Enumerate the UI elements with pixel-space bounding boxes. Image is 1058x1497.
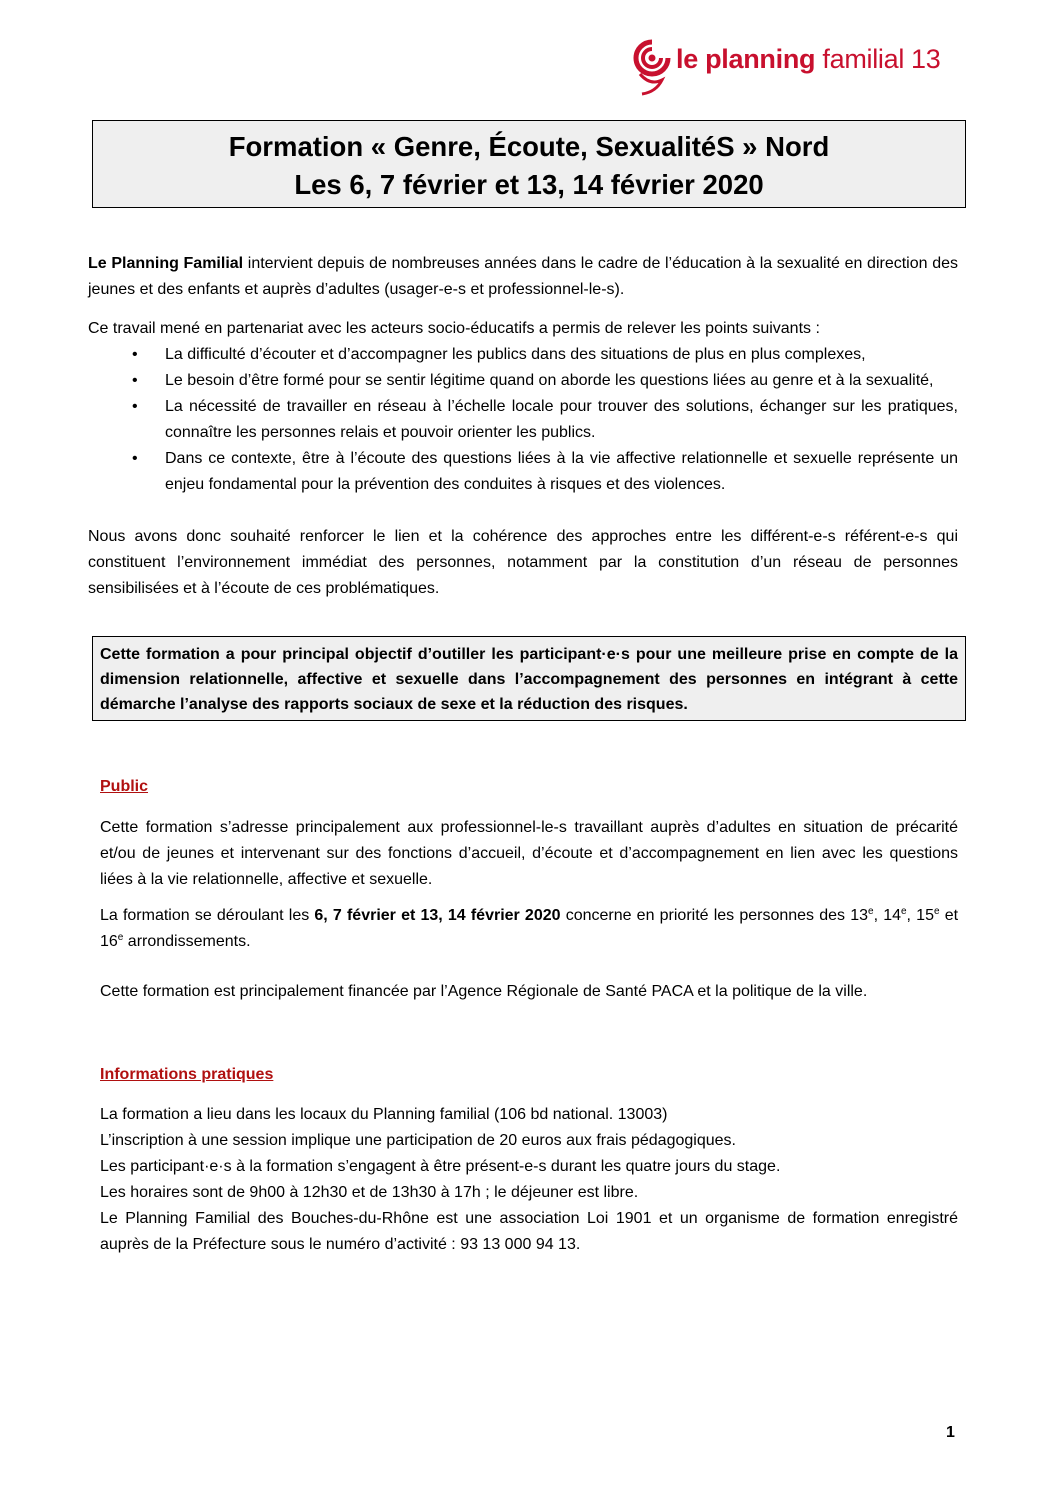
org-name: Le Planning Familial [88, 255, 244, 272]
text-span: 16 [100, 933, 118, 950]
text-span: 14 [883, 907, 901, 924]
list-item-text: Le besoin d’être formé pour se sentir légitime quand on aborde les questions liées au genre et à la sexualité, [165, 372, 934, 389]
dates-bold: 6, 7 février et 13, 14 février 2020 [314, 907, 561, 924]
ordinal: e [933, 906, 940, 917]
text-span: 15 [916, 907, 934, 924]
text-span: arrondissements. [123, 933, 251, 950]
document-title: Formation « Genre, Écoute, SexualitéS » Nord [228, 131, 830, 162]
planning-familial-logo [632, 36, 962, 100]
intro-paragraph [88, 251, 958, 303]
list-item [88, 446, 958, 498]
document-dates: Les 6, 7 février et 13, 14 février 2020 [294, 169, 764, 200]
issues-list [88, 342, 958, 498]
spiral-logo-icon [632, 36, 672, 100]
public-dates-paragraph [100, 903, 958, 955]
bullet-icon: • [132, 398, 138, 415]
intro-lead: Ce travail mené en partenariat avec les acteurs socio-éducatifs a permis de relever les points suivants : [88, 320, 820, 337]
conclusion-paragraph: Nous avons donc souhaité renforcer le lien et la cohérence des approches entre les différent-e-s référent-e-s qui constituent l’environnement immédiat des personnes, notamment par la constitution d’un réseau de personnes sensibilisées et à l’écoute de ces problématiques. [88, 528, 958, 597]
funding-paragraph: Cette formation est principalement financée par l’Agence Régionale de Santé PACA et la politique de la ville. [100, 983, 868, 1000]
practical-heading: Informations pratiques [100, 1066, 274, 1083]
bullet-icon: • [132, 450, 138, 467]
list-item-text: Dans ce contexte, être à l’écoute des questions liées à la vie affective relationnelle et sexuelle représente un enjeu fondamental pour la prévention des conduites à risques et des violences. [165, 450, 958, 493]
page-number: 1 [946, 1424, 955, 1441]
text-span: , [873, 907, 884, 924]
text-span: et [939, 907, 959, 924]
ordinal: e [900, 906, 907, 917]
bullet-icon: • [132, 346, 138, 363]
objective-box: Cette formation a pour principal objectif d’outiller les participant·e·s pour une meilleure prise en compte de la dimension relationnelle, affective et sexuelle dans l’accompagnement des personnes en intégrant à cette démarche l’analyse des rapports sociaux de sexe et la réduction des risques. [92, 636, 966, 721]
intro-text: intervient depuis de nombreuses années dans le cadre de l’éducation à la sexualité en direction des jeunes et des enfants et auprès d’adultes (usager-e-s et professionnel-le-s). [88, 255, 958, 298]
ordinal: e [117, 932, 124, 943]
list-item [88, 394, 958, 446]
public-heading: Public [100, 778, 149, 795]
practical-line: Les horaires sont de 9h00 à 12h30 et de 13h30 à 17h ; le déjeuner est libre. [100, 1184, 639, 1201]
text-span: La formation se déroulant les [100, 907, 315, 924]
list-item [88, 342, 958, 368]
practical-line: La formation a lieu dans les locaux du Planning familial (106 bd national. 13003) [100, 1106, 668, 1123]
list-item-text: La difficulté d’écouter et d’accompagner les publics dans des situations de plus en plus complexes, [165, 346, 866, 363]
list-item-text: La nécessité de travailler en réseau à l’échelle locale pour trouver des solutions, échanger sur les pratiques, connaître les personnes relais et pouvoir orienter les publics. [165, 398, 958, 441]
bullet-icon: • [132, 372, 138, 389]
public-paragraph: Cette formation s’adresse principalement aux professionnel-le-s travaillant auprès d’adultes en situation de précarité et/ou de jeunes et intervenant sur des fonctions d’accueil, d’écoute et d’accompagnement en lien avec les questions liées à la vie relationnelle, affective et sexuelle. [100, 819, 958, 888]
text-span: , [906, 907, 917, 924]
ordinal: e [868, 906, 874, 917]
practical-registration: Le Planning Familial des Bouches-du-Rhône est une association Loi 1901 et un organisme de formation enregistré auprès de la Préfecture sous le numéro d’activité : 93 13 000 94 13. [100, 1210, 958, 1253]
practical-line: L’inscription à une session implique une participation de 20 euros aux frais pédagogiques. [100, 1132, 736, 1149]
practical-line: Les participant·e·s à la formation s’engagent à être présent-e-s durant les quatre jours du stage. [100, 1158, 781, 1175]
title-box [92, 120, 966, 208]
logo-wordmark: le planning familial 13 [676, 44, 941, 74]
list-item [88, 368, 958, 394]
text-span: concerne en priorité les personnes des 13 [560, 907, 868, 924]
